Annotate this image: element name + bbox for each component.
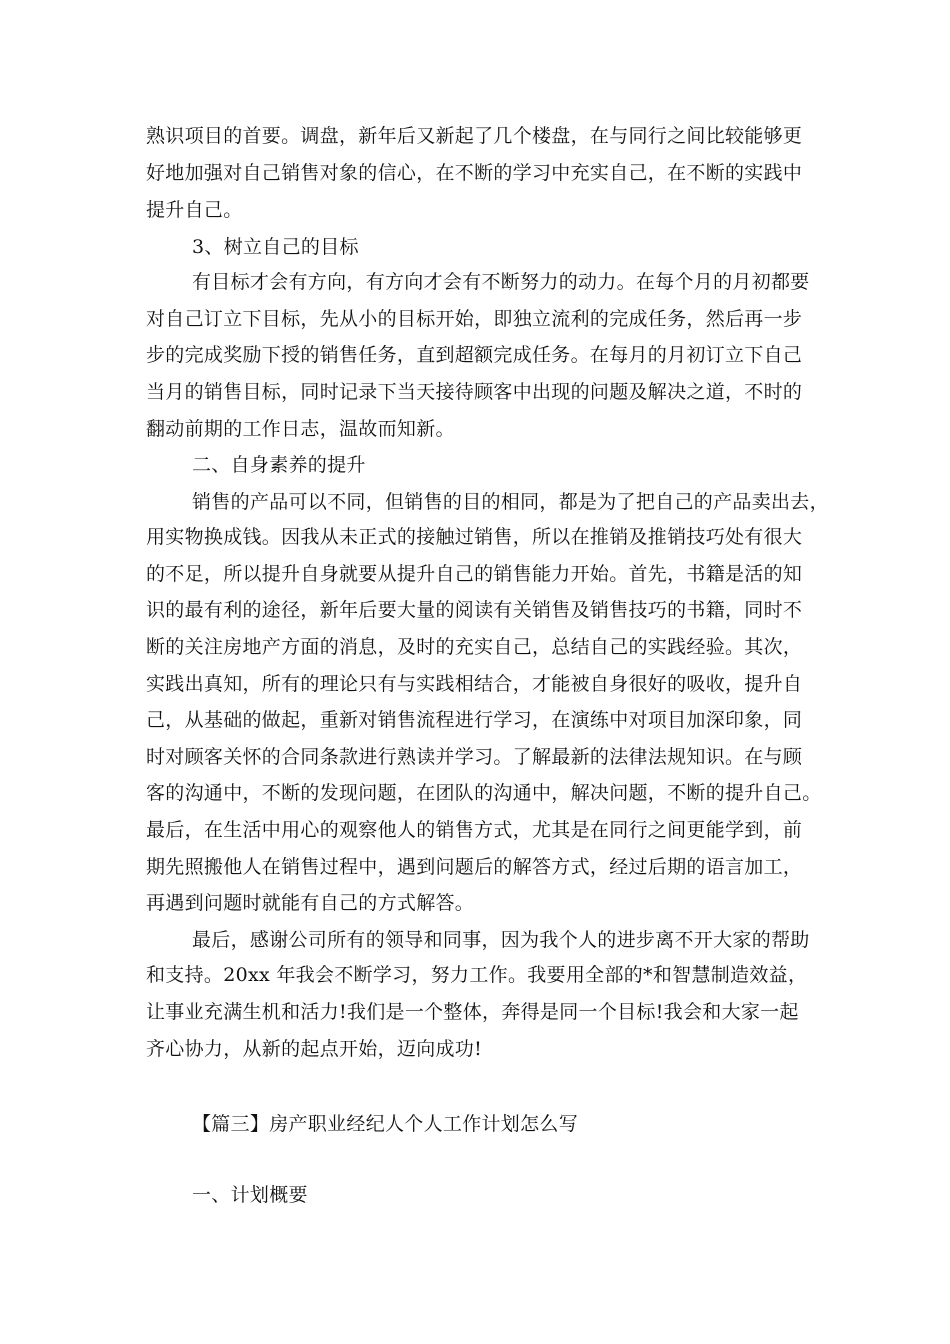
body-text-line: 翻动前期的工作日志，温故而知新。 (146, 418, 455, 440)
article-heading: 【篇三】房产职业经纪人个人工作计划怎么写 (192, 1113, 579, 1135)
body-text-line: 己，从基础的做起，重新对销售流程进行学习，在演练中对项目加深印象，同 (146, 709, 803, 731)
body-text-line: 有目标才会有方向，有方向才会有不断努力的动力。在每个月的月初都要 (192, 271, 810, 293)
body-text-line: 提升自己。 (146, 199, 243, 221)
body-text-line: 对自己订立下目标，先从小的目标开始，即独立流利的完成任务，然后再一步 (146, 308, 803, 330)
body-text-line: 让事业充满生机和活力!我们是一个整体，奔得是同一个目标!我会和大家一起 (146, 1001, 799, 1023)
section-heading: 一、计划概要 (192, 1184, 308, 1206)
body-text-line: 最后，感谢公司所有的领导和同事，因为我个人的进步离不开大家的帮助 (192, 929, 810, 951)
body-text-line: 再遇到问题时就能有自己的方式解答。 (146, 892, 475, 914)
body-text-line: 最后，在生活中用心的观察他人的销售方式，尤其是在同行之间更能学到，前 (146, 819, 803, 841)
body-text-line: 断的关注房地产方面的消息，及时的充实自己，总结自己的实践经验。其次， (146, 636, 803, 658)
section-heading: 二、自身素养的提升 (192, 454, 366, 476)
body-text-line: 期先照搬他人在销售过程中，遇到问题后的解答方式，经过后期的语言加工， (146, 856, 803, 878)
body-text-line: 客的沟通中，不断的发现问题，在团队的沟通中，解决问题，不断的提升自己。 (146, 782, 822, 804)
body-text-line: 齐心协力，从新的起点开始，迈向成功! (146, 1038, 483, 1060)
body-text-line: 时对顾客关怀的合同条款进行熟读并学习。了解最新的法律法规知识。在与顾 (146, 746, 803, 768)
body-text-line: 和支持。20xx 年我会不断学习，努力工作。我要用全部的*和智慧制造效益， (146, 964, 808, 986)
body-text-line: 当月的销售目标，同时记录下当天接待顾客中出现的问题及解决之道，不时的 (146, 381, 803, 403)
body-text-line: 销售的产品可以不同，但销售的目的相同，都是为了把自己的产品卖出去， (192, 491, 829, 513)
body-text-line: 用实物换成钱。因我从未正式的接触过销售，所以在推销及推销技巧处有很大 (146, 526, 803, 548)
subheading: 3、树立自己的目标 (192, 236, 359, 258)
body-text-line: 步的完成奖励下授的销售任务，直到超额完成任务。在每月的月初订立下自己 (146, 344, 803, 366)
body-text-line: 实践出真知，所有的理论只有与实践相结合，才能被自身很好的吸收，提升自 (146, 673, 803, 695)
body-text-line: 识的最有利的途径，新年后要大量的阅读有关销售及销售技巧的书籍，同时不 (146, 599, 803, 621)
body-text-line: 好地加强对自己销售对象的信心，在不断的学习中充实自己，在不断的实践中 (146, 162, 803, 184)
body-text-line: 熟识项目的首要。调盘，新年后又新起了几个楼盘，在与同行之间比较能够更 (146, 125, 803, 147)
body-text-line: 的不足，所以提升自身就要从提升自己的销售能力开始。首先，书籍是活的知 (146, 563, 803, 585)
